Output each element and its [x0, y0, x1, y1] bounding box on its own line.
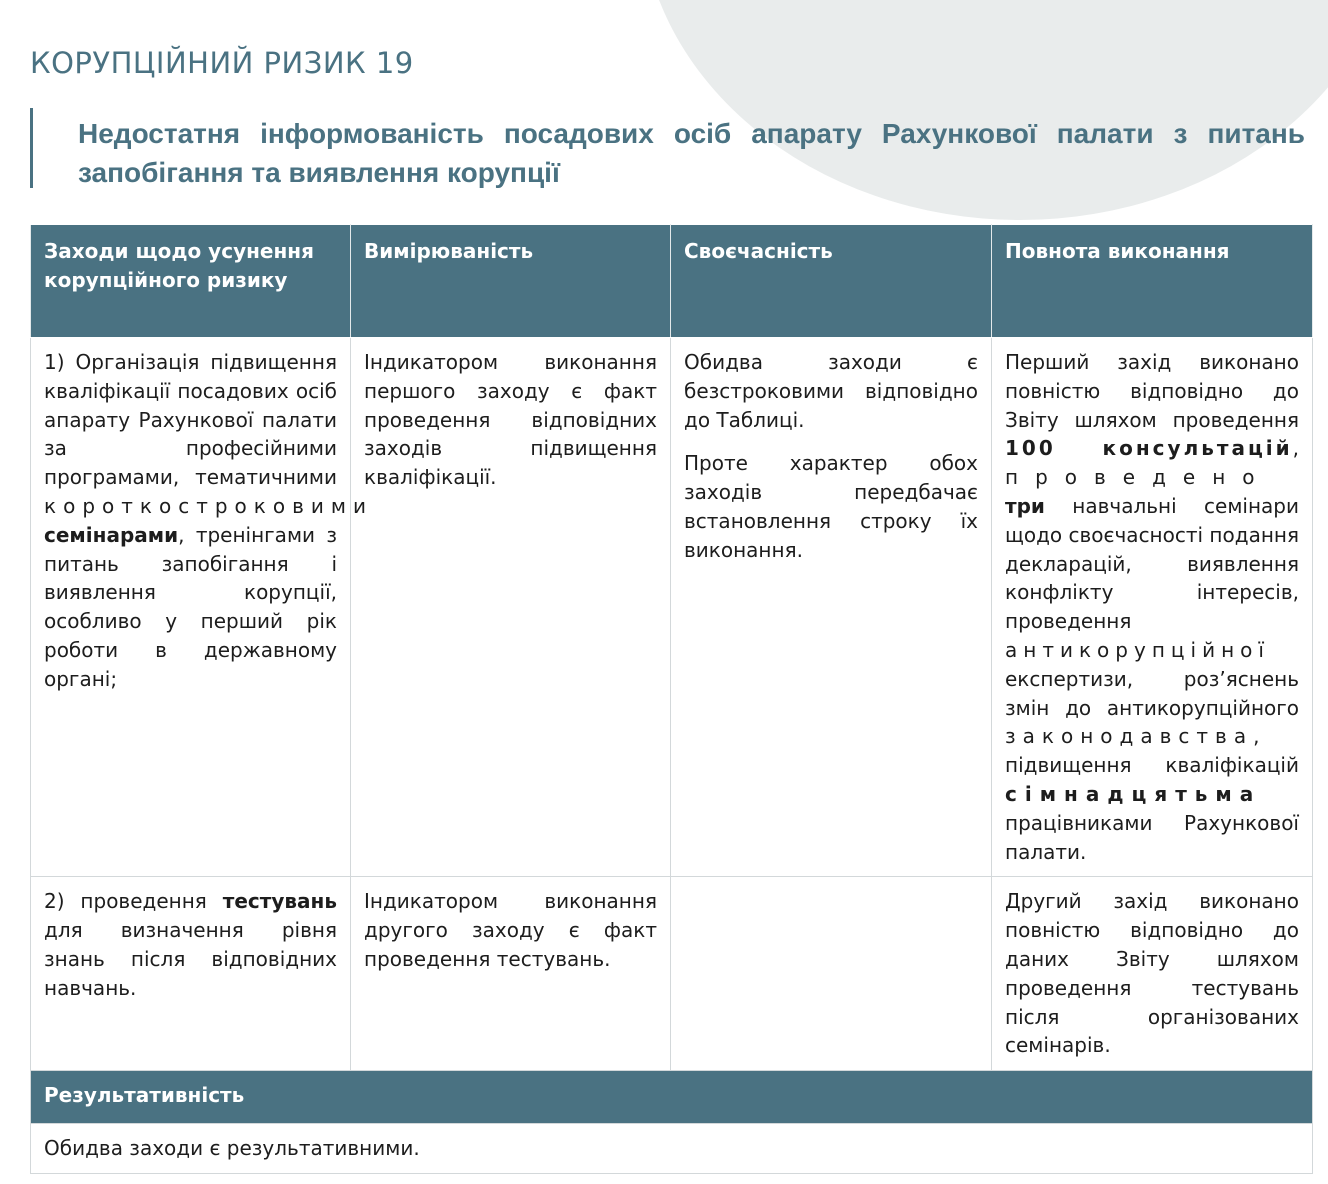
bold-text: семінарами [44, 522, 179, 547]
text-run: , підвищення кваліфікацій [1005, 724, 1299, 778]
header-measurability: Вимірюваність [351, 225, 671, 338]
bold-text: тестувань [222, 889, 337, 914]
headline-block [30, 108, 1305, 188]
header-measures: Заходи щодо усунення корупційного ризику [31, 225, 351, 338]
measurability-cell: Індикатором виконання першого заходу є факт проведення відповідних заходів підвищення кваліфікації. [351, 338, 671, 877]
table-row [31, 877, 1313, 1071]
measure-cell [31, 338, 373, 877]
header-completeness: Повнота виконання [992, 225, 1313, 338]
text-run: 2) проведення [44, 889, 223, 914]
completeness-cell: Другий захід виконано повністю відповідно до даних Звіту шляхом проведення тестувань після організованих семінарів. [992, 877, 1313, 1071]
text-run: для визначення рівня знань після відповідних навчань. [44, 918, 337, 1000]
timeliness-para: Проте характер обох заходів передбачає встановлення строку їх виконання. [684, 451, 978, 562]
result-header-row [31, 1071, 1313, 1124]
result-row [31, 1124, 1313, 1174]
bold-text: 100 консультацій [1005, 436, 1293, 461]
text-run: , [1292, 436, 1299, 461]
risk-label: КОРУПЦІЙНИЙ РИЗИК 19 [30, 46, 414, 80]
text-run: антикорупційної [1005, 637, 1270, 662]
header-timeliness: Своєчасність [671, 225, 992, 338]
measure-cell [31, 877, 351, 1071]
timeliness-cell [671, 338, 992, 877]
bold-text: три [1005, 493, 1045, 518]
text-run: короткостроковими [44, 493, 373, 518]
text-run: 1) Організація підвищення кваліфікації посадових осіб апарату Рахункової палати за професійними програмами, тематичними [44, 350, 337, 490]
table-header-row [31, 225, 1313, 338]
measurability-cell: Індикатором виконання другого заходу є факт проведення тестувань. [351, 877, 671, 1071]
text-run: працівниками Рахункової палати. [1005, 810, 1299, 864]
headline: Недостатня інформованість посадових осіб апарату Рахункової палати з питань запобігання та виявлення корупції [78, 118, 1305, 188]
result-text: Обидва заходи є результативними. [31, 1124, 1313, 1174]
text-run: навчальні семінари щодо своєчасності подання декларацій, виявлення конфлікту інтересів, проведення [1005, 493, 1300, 634]
text-run: , тренінгами з питань запобігання і виявлення корупції, особливо у перший рік роботи в державному органі; [44, 522, 337, 691]
table-row [31, 338, 1313, 877]
text-run: законодавства [1005, 724, 1254, 749]
text-run: Перший захід виконано повністю відповідно до Звіту шляхом проведення [1005, 350, 1299, 432]
text-run: експертизи, роз’яснень змін до антикорупційного [1005, 666, 1299, 720]
result-header: Результативність [31, 1071, 1313, 1124]
risk-table [30, 224, 1313, 1174]
timeliness-cell [671, 877, 992, 1071]
text-run: проведено [1005, 465, 1272, 490]
completeness-cell [992, 338, 1313, 877]
bold-text: сімнадцятьма [1005, 781, 1262, 806]
timeliness-para: Обидва заходи є безстроковими відповідно до Таблиці. [684, 350, 978, 432]
